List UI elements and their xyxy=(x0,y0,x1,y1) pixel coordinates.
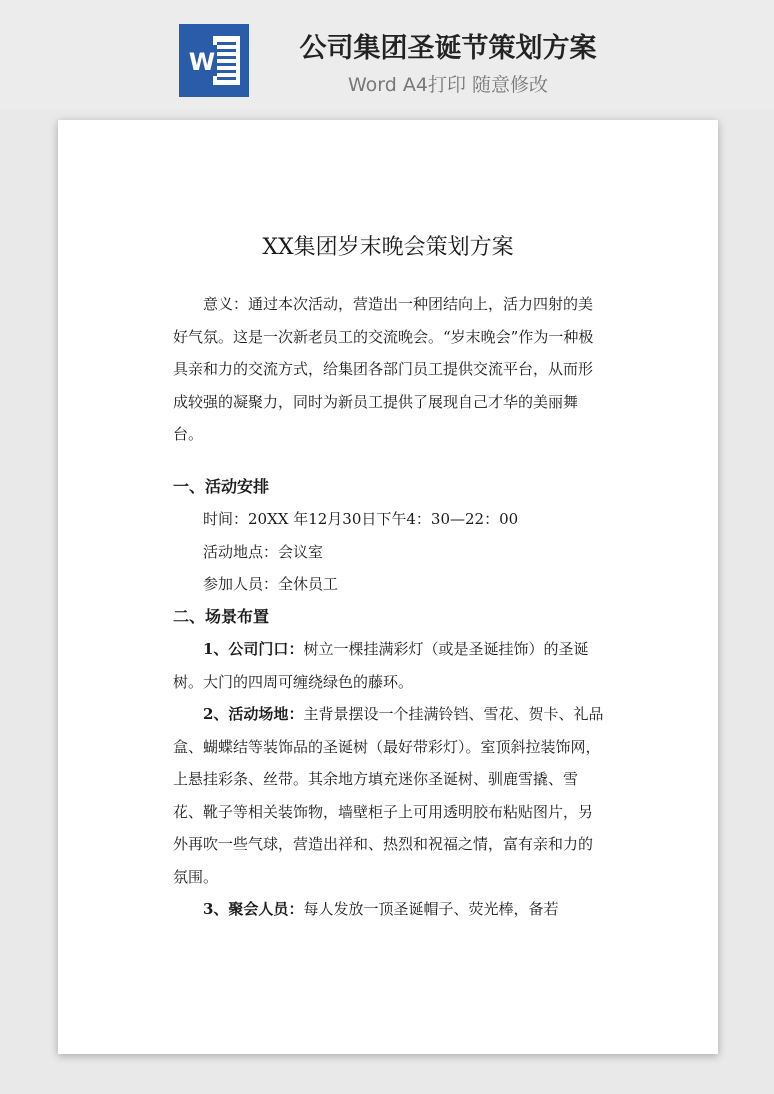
meaning-label: 意义： xyxy=(203,295,249,313)
document-title: XX集团岁末晚会策划方案 xyxy=(262,235,514,260)
banner-subtitle: Word A4打印 随意修改 xyxy=(347,74,548,96)
activity-place: 活动地点：会议室 xyxy=(203,542,324,561)
scene-item-text: 每人发放一顶圣诞帽子、荧光棒，备若 xyxy=(303,900,559,918)
word-logo-icon xyxy=(179,24,249,97)
scene-item-label: 3、聚会人员： xyxy=(203,900,304,918)
scene-item-attendees xyxy=(173,893,607,926)
scene-item-entrance xyxy=(173,633,607,698)
scene-item-text: 主背景摆设一个挂满铃铛、雪花、贺卡、礼品盒、蝴蝶结等装饰品的圣诞树（最好带彩灯）。室顶斜拉装饰网，上悬挂彩条、丝带。其余地方填充迷你圣诞树、驯鹿雪撬、雪花、靴子等相关装饰物，墙壁柜子上可用透明胶布粘贴图片，另外再吹一些气球，营造出祥和、热烈和祝福之情，富有亲和力的氛围。 xyxy=(173,705,604,886)
svg-text:W: W xyxy=(188,48,216,76)
banner-title: 公司集团圣诞节策划方案 xyxy=(299,33,597,64)
meaning-paragraph xyxy=(173,288,607,451)
activity-people: 参加人员：全休员工 xyxy=(203,575,339,593)
section-heading-activity: 一、活动安排 xyxy=(173,476,270,496)
document-page xyxy=(58,120,718,1054)
scene-item-label: 2、活动场地： xyxy=(203,705,304,723)
scene-item-venue xyxy=(173,698,607,893)
activity-time: 时间：20XX 年12月30日下午4：30—22：00 xyxy=(203,510,519,528)
section-heading-scene: 二、场景布置 xyxy=(173,606,270,626)
document-body xyxy=(173,288,607,926)
scene-item-label: 1、公司门口： xyxy=(203,640,304,658)
scene-item-text: 树立一棵挂满彩灯（或是圣诞挂饰）的圣诞树。大门的四周可缠绕绿色的藤环。 xyxy=(173,640,589,691)
banner xyxy=(0,0,774,110)
meaning-text: 通过本次活动，营造出一种团结向上，活力四射的美好气氛。这是一次新老员工的交流晚会。“岁末晚会”作为一种极具亲和力的交流方式，给集团各部门员工提供交流平台，从而形成较强的凝聚力，同时为新员工提供了展现自己才华的美丽舞台。 xyxy=(173,295,594,443)
